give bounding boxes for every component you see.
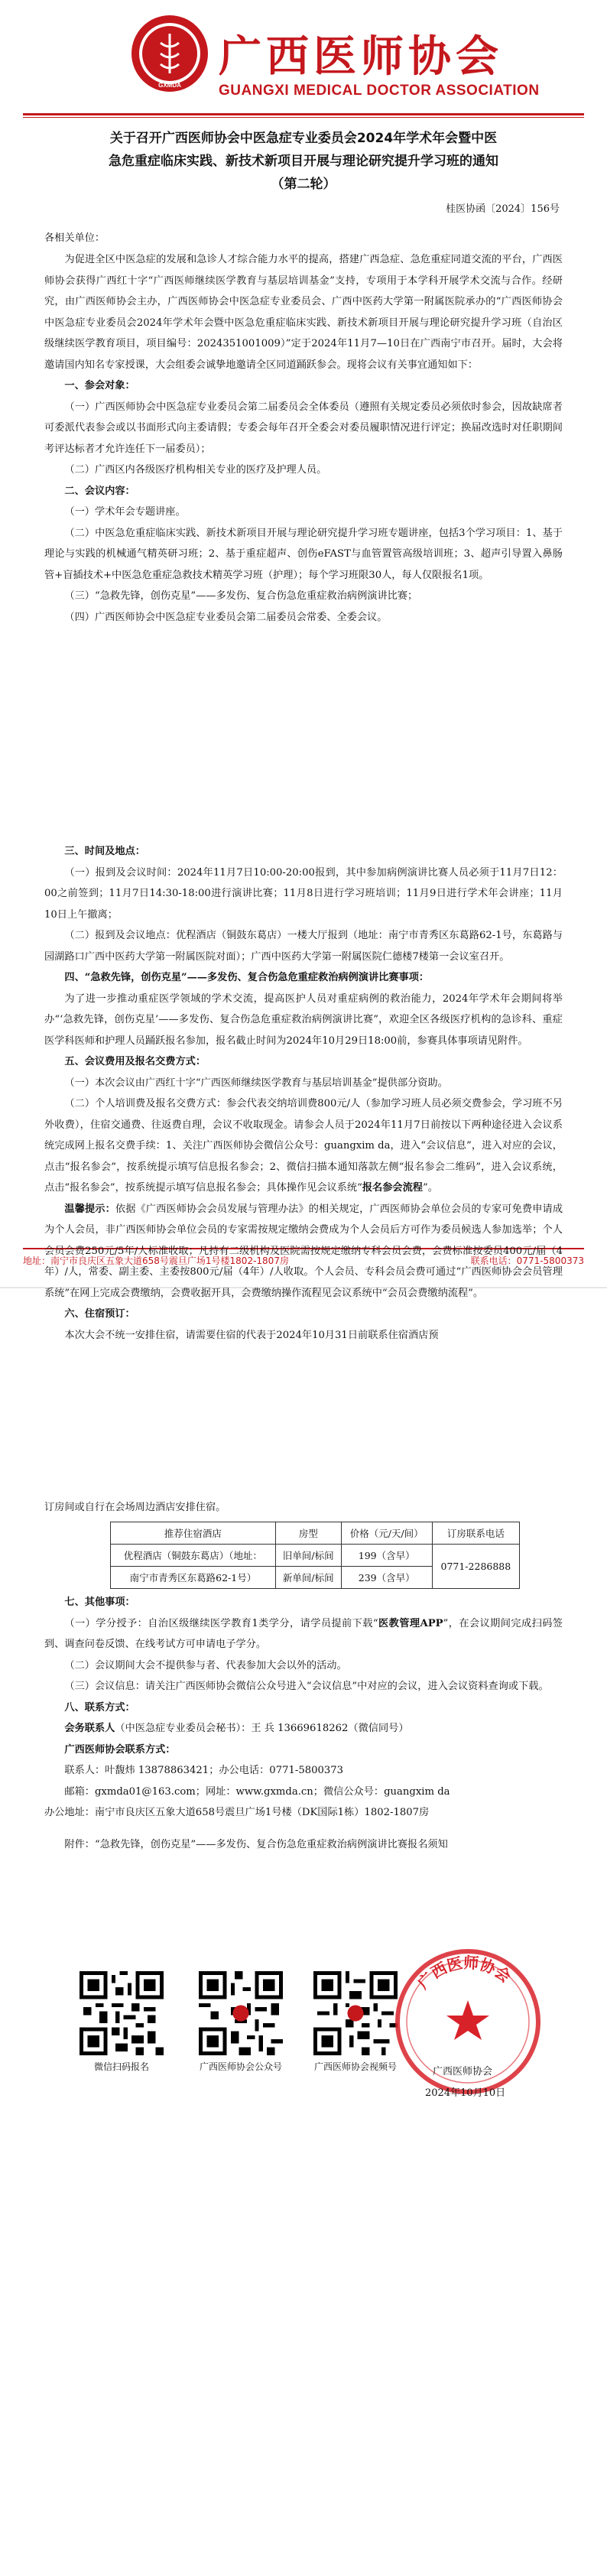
official-account-qr-code-icon [199,1971,283,2055]
section-4-body: 为了进一步推动重症医学领域的学术交流，提高医护人员对重症病例的救治能力，2024年学术年会期间将举办“‘急救先锋，创伤克星’——多发伤、复合伤急危重症救治病例演讲比赛”，欢迎全区各级医疗机构的急诊科、重症医学科医师和护理人员踊跃报名参加，报名截止时间为2024年10月29日18:00前，参赛具体事项请见附件。 [44,992,563,1047]
association-contact-title: 广西医师协会联系方式： [64,1743,176,1756]
brand-chinese-name: 广西医师协会 [219,32,503,82]
section-2-item-2: （二）中医急危重症临床实践、新技术新项目开展与理论研究提升学习班专题讲座，包括3个学习项目：1、基于理论与实践的机械通气精英研习班；2、基于重症超声、创伤eFAST与血管置管高级培训班；3、超声引导置入鼻肠管+盲插技术+中医急危重症急救技术精英学习班（护理）；每个学习班限30人，每人仅限报名1项。 [44,527,563,581]
section-4-title: 四、“急救先锋，创伤克星”——多发伤、复合伤急危重症救治病例演讲比赛事项： [64,972,430,983]
notice-body [44,249,563,628]
association-contact-person: 联系人：叶馥炜 13878863421；办公电话：0771-5800373 [64,1765,344,1776]
association-office-address: 办公地址：南宁市良庆区五象大道658号震旦广场1号楼（DK国际1栋）1802-1807房 [44,1807,430,1818]
section-5-tip: 温馨提示：依据《广西医师协会会员发展与管理办法》的相关规定，广西医师协会单位会员的专家可免费申请成为个人会员，非广西医师协会单位会员的专家需按规定缴纳会费成为个人会员后方可作为委员候选人参加选举；个人会员会费250元/5年/人标准收取；凡持有二级机构及医院需按规定缴纳专科会员会费，会费标准按委员400元/届（4年）/人，常委、副主委、主委按800元/届（4年）/人收取。个人会员、专科会员会费可通过“广西医师协会会员管理系统”在网上完成会费缴纳，会费收据开具，会费缴纳操作流程见会议系统中“会员会费缴纳流程”。 [44,1203,563,1299]
header-rule [23,113,584,115]
section-7-item-2: （二）会议期间大会不提供参与者、代表参加大会以外的活动。 [64,1659,347,1671]
signing-date: 2024年10月10日 [425,2087,506,2099]
conference-contact: 会务联系人（中医急症专业委员会秘书）：王 兵 13669618262（微信同号） [64,1723,409,1734]
section-2-title: 二、会议内容： [64,485,135,497]
section-1-title: 一、参会对象： [64,380,135,391]
hotel-table [110,1522,520,1589]
section-2-item-4: （四）广西医师协会中医急症专业委员会第二届委员会常委、全委会议。 [64,611,388,623]
salutation: 各相关单位： [44,232,105,244]
letterhead [0,0,607,111]
header-rule-thin [23,117,584,118]
signing-organization: 广西医师协会 [433,2066,493,2077]
document-number: 桂医协函〔2024〕156号 [446,203,560,215]
svg-text:广西医师协会: 广西医师协会 [414,1953,514,1993]
svg-text:GXMDA: GXMDA [158,82,181,89]
brand-english-name: GUANGXI MEDICAL DOCTOR ASSOCIATION [219,83,540,99]
page-2 [0,1288,607,2576]
video-account-qr-code-icon [313,1971,398,2055]
section-3-title: 三、时间及地点： [64,846,145,857]
section-5-item-2: （二）个人培训费及报名交费方式：参会代表交纳培训费800元/人（参加学习班人员必须交费参会，学习班不另外收费），住宿交通费、往返费自理，会议不收取现金。请参会人员于2024年11月7日前按以下两种途径进入会议系统完成网上报名交费手续：1、关注广西医师协会微信公众号：guangxim da，进入“会议信息”，进入对应的会议，点击“报名参会”，按系统提示填写信息报名参会；2、微信扫描本通知落款左侧“报名参会二维码”，进入会议系统，点击“报名参会”，按系统提示填写信息报名参会；具体操作见会议系统“报名参会流程”。 [44,1098,563,1194]
hotel-table-header: 推荐住宿酒店 房型 价格（元/天/间） 订房联系电话 [111,1522,520,1545]
section-7-title: 七、其他事项： [64,1597,135,1608]
section-2-item-1: （一）学术年会专题讲座。 [64,506,186,518]
registration-qr-code-icon[interactable] [80,1971,164,2055]
footer-phone: 联系电话：0771-5800373 [470,1256,584,1266]
qr-label-video-account: 广西医师协会视频号 [313,2061,397,2072]
section-3-item-2: （二）报到及会议地点：优程酒店（铜鼓东葛店）一楼大厅报到（地址：南宁市青秀区东葛路62-1号，东葛路与园湖路口广西中医药大学第一附属医院对面）；广西中医药大学第一附属医院仁德楼7楼第一会议室召开。 [44,930,563,963]
section-3-item-1: （一）报到及会议时间：2024年11月7日10:00-20:00报到，其中参加病例演讲比赛人员必须于11月7日12：00之前签到；11月7日14:30-18:00进行演讲比赛；11月8日进行学习班培训；11月9日进行学术年会讲座；11月10日上午撤离； [44,866,563,921]
section-1-item-1: （一）广西医师协会中医急症专业委员会第二届委员会全体委员（遵照有关规定委员必须依时参会，因故缺席者可委派代表参会或以书面形式向主委请假；专委会每年召开全委会对委员履职情况进行评定；换届改选时对任职期间考评达标者才允许连任下一届委员）； [44,401,563,455]
qr-label-registration: 微信扫码报名 [93,2061,149,2072]
section-5-item-1: （一）本次会议由广西红十字“广西医师继续医学教育与基层培训基金”提供部分资助。 [64,1077,448,1089]
section-6-title: 六、住宿预订： [64,1308,135,1320]
section-6-continued: 订房间或自行在会场周边酒店安排住宿。 [44,1502,226,1513]
section-1-item-2: （二）广西区内各级医疗机构相关专业的医疗及护理人员。 [64,464,327,476]
section-5-title: 五、会议费用及报名交费方式： [64,1056,206,1067]
intro-paragraph: 为促进全区中医急症的发展和急诊人才综合能力水平的提高，搭建广西急症、急危重症同道交流的平台，广西医师协会获得广西红十字“广西医师继续医学教育与基层培训基金”支持，专项用于本学科开展学术交流与合作。经研究，由广西医师协会主办，广西医师协会中医急症专业委员会、广西中医药大学第一附属医院承办的“广西医师协会中医急症专业委员会2024年学术年会暨中医急危重症临床实践、新技术新项目开展与理论研究提升学习班（自治区级继续医学教育项目，项目编号：2024351001009）”定于2024年11月7—10日在广西南宁市召开。届时，大会将邀请国内知名专家授课，大会组委会诚挚地邀请全区同道踊跃参会。现将会议有关事宜通知如下： [44,254,563,371]
qr-label-official-account: 广西医师协会公众号 [199,2061,282,2072]
association-contact-email: 邮箱：gxmda01@163.com；网址：www.gxmda.cn；微信公众号：guangxim da [64,1785,450,1798]
sections-3-to-6 [44,841,563,1346]
section-7-item-1: （一）学分授予：自治区级继续医学教育1类学分，请学员提前下载“医教管理APP”，在会议期间完成扫码签到、调查问卷反馈、在线考试方可申请电子学分。 [44,1617,563,1650]
sections-7-8 [44,1592,563,1855]
attachment-note: 附件：“急救先锋，创伤克星”——多发伤、复合伤急危重症救治病例演讲比赛报名须知 [64,1838,448,1850]
table-row: 优程酒店（铜鼓东葛店）（地址： 旧单间/标间 199（含早） 0771-2286888 [111,1545,520,1567]
section-6-item-1: 本次大会不统一安排住宿，请需要住宿的代表于2024年10月31日前联系住宿酒店预 [64,1329,439,1341]
section-8-title: 八、联系方式： [64,1701,135,1714]
section-2-item-3: （三）“急救先锋，创伤克星”——多发伤、复合伤急危重症救治病例演讲比赛； [64,590,418,602]
association-logo-icon [130,14,209,93]
notice-title: 关于召开广西医师协会中医急症专业委员会2024年学术年会暨中医 急危重症临床实践、新技术新项目开展与理论研究提升学习班的通知 （第二轮） [109,131,498,192]
footer-address: 地址：南宁市良庆区五象大道658号震旦广场1号楼1802-1807房 [23,1256,289,1266]
table-row: 南宁市青秀区东葛路62-1号） 新单间/标间 239（含早） [111,1567,520,1589]
section-7-item-3: （三）会议信息：请关注广西医师协会微信公众号进入“会议信息”中对应的会议，进入会议资料查询或下载。 [64,1681,549,1692]
